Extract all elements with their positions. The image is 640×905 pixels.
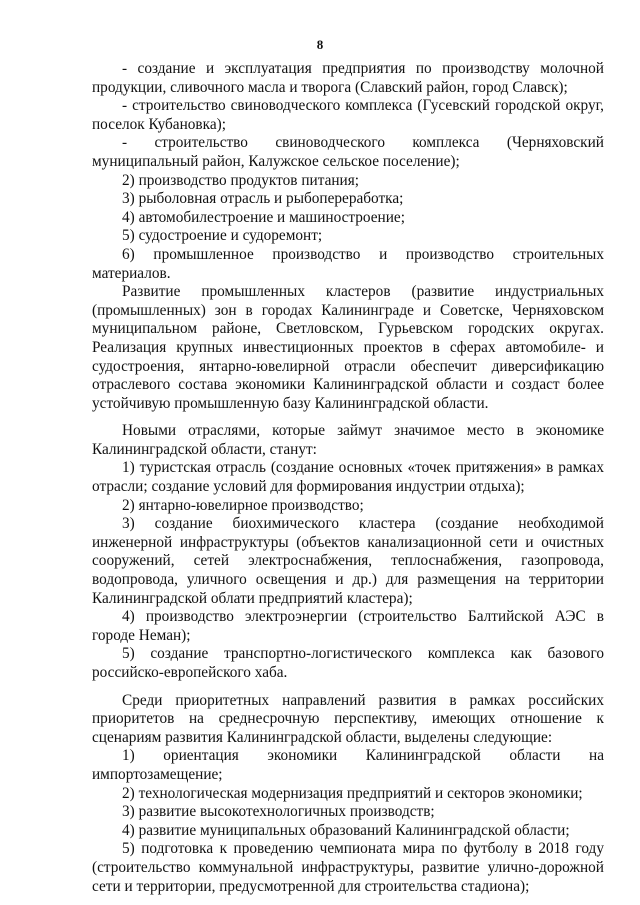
- list-item: 1) туристская отрасль (создание основных «точек притяжения» в рамках отрасли; создание условий для формирования индустрии отдыха);: [92, 459, 604, 496]
- list-item: 3) рыболовная отрасль и рыбопереработка;: [122, 190, 404, 208]
- list-item: 2) технологическая модернизация предприятий и секторов экономики;: [122, 784, 583, 802]
- list-item: 6) промышленное производство и производство строительных материалов.: [92, 245, 604, 282]
- page-number: 8: [316, 37, 324, 52]
- list-item: 4) автомобилестроение и машиностроение;: [122, 208, 405, 226]
- list-item: 5) создание транспортно-логистического комплекса как базового российско-европейского хаба.: [92, 645, 604, 681]
- list-item: 3) развитие высокотехнологичных производств;: [122, 803, 435, 821]
- paragraph: - строительство свиноводческого комплекса (Гусевский городской округ, поселок Кубановка);: [92, 97, 604, 133]
- list-item: 1) ориентация экономики Калининградской области на импортозамещение;: [92, 747, 604, 783]
- list-item: 4) производство электроэнергии (строительство Балтийской АЭС в городе Неман);: [92, 608, 604, 644]
- paragraph: Новыми отраслями, которые займут значимое место в экономике Калининградской области, станут:: [92, 422, 604, 458]
- paragraph: Развитие промышленных кластеров (развитие индустриальных (промышленных) зон в городах Калининграде и Советске, Черняховском муниципальном районе, Светловском, Гурьевском городских округах. Реализация крупных инвестиционных проектов в сферах автомобиле- и судостроения, янтарно-ювелирной отрасли обеспечит диверсификацию отраслевого состава экономики Калининградской области и создаст более устойчивую промышленную базу Калининградской области.: [92, 283, 604, 412]
- paragraph: - создание и эксплуатация предприятия по производству молочной продукции, сливочного масла и творога (Славский район, город Славск);: [92, 60, 604, 96]
- paragraph: Среди приоритетных направлений развития в рамках российских приоритетов на среднесрочную перспективу, имеющих отношение к сценариям развития Калининградской области, выделены следующие:: [92, 691, 604, 746]
- list-item: 5) судостроение и судоремонт;: [122, 227, 323, 245]
- paragraph: - строительство свиноводческого комплекса (Черняховский муниципальный район, Калужское сельское поселение);: [92, 134, 604, 170]
- list-item: 5) подготовка к проведению чемпионата мира по футболу в 2018 году (строительство коммунальной инфраструктуры, развитие улично-дорожной сети и территории, предусмотренной для строительства стадиона);: [92, 840, 604, 895]
- list-item: 3) создание биохимического кластера (создание необходимой инженерной инфраструктуры (объектов канализационной сети и очистных сооружений, сетей электроснабжения, теплоснабжения, газопровода, водопровода, уличного освещения и др.) для размещения на территории Калининградской облати предприятий кластера);: [92, 515, 604, 607]
- document-body: [92, 60, 604, 896]
- list-item: 2) янтарно-ювелирное производство;: [122, 496, 364, 514]
- list-item: 4) развитие муниципальных образований Калининградской области;: [122, 821, 570, 839]
- list-item: 2) производство продуктов питания;: [122, 171, 360, 189]
